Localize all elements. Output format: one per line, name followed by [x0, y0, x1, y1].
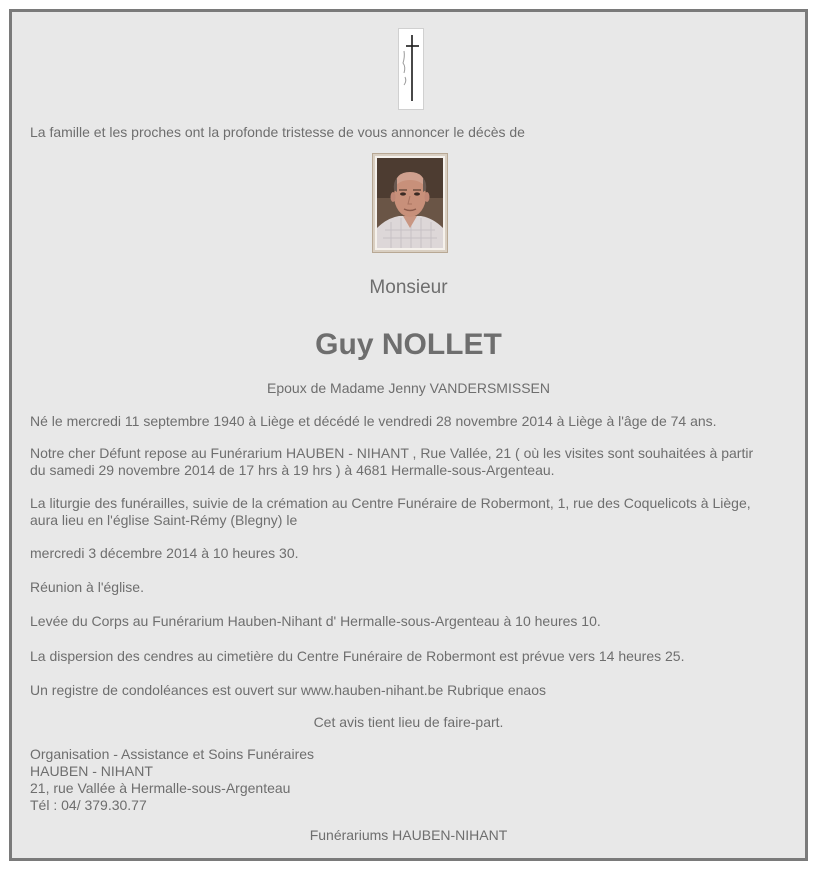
liturgy-line: aura lieu en l'église Saint-Rémy (Blegny) le — [30, 512, 298, 528]
civility-title: Monsieur — [369, 277, 448, 298]
organisation-line: Organisation - Assistance et Soins Funéraires — [30, 746, 315, 762]
notice-line: Cet avis tient lieu de faire-part. — [313, 714, 504, 730]
cross-icon — [398, 28, 424, 110]
spouse-line: Epoux de Madame Jenny VANDERSMISSEN — [267, 380, 550, 396]
portrait-frame — [372, 153, 448, 253]
levee-line: Levée du Corps au Funérarium Hauben-Nihant d' Hermalle-sous-Argenteau à 10 heures 10. — [30, 613, 601, 629]
organisation-phone: Tél : 04/ 379.30.77 — [30, 797, 147, 813]
deceased-name: Guy NOLLET — [315, 328, 502, 361]
meeting-line: Réunion à l'église. — [30, 579, 144, 595]
ceremony-date: mercredi 3 décembre 2014 à 10 heures 30. — [30, 545, 299, 561]
organisation-line: HAUBEN - NIHANT — [30, 763, 153, 779]
repose-paragraph — [30, 445, 790, 479]
footer-signature: Funérariums HAUBEN-NIHANT — [309, 827, 508, 843]
organisation-line: 21, rue Vallée à Hermalle-sous-Argenteau — [30, 780, 291, 796]
repose-line: Notre cher Défunt repose au Funérarium HAUBEN - NIHANT , Rue Vallée, 21 ( où les visites sont souhaitées à partir — [30, 445, 754, 461]
dispersion-line: La dispersion des cendres au cimetière du Centre Funéraire de Robermont est prévue vers 14 heures 25. — [30, 648, 685, 664]
registry-line: Un registre de condoléances est ouvert sur www.hauben-nihant.be Rubrique enaos — [30, 682, 546, 698]
organisation-block — [30, 746, 790, 814]
birth-death-line: Né le mercredi 11 septembre 1940 à Liège et décédé le vendredi 28 novembre 2014 à Liège à l'âge de 74 ans. — [30, 413, 717, 429]
liturgy-paragraph — [30, 495, 790, 529]
intro-text: La famille et les proches ont la profonde tristesse de vous annoncer le décès de — [30, 124, 525, 140]
liturgy-line: La liturgie des funérailles, suivie de la crémation au Centre Funéraire de Robermont, 1, rue des Coquelicots à Liège, — [30, 495, 751, 511]
repose-line: du samedi 29 novembre 2014 de 17 hrs à 19 hrs ) à 4681 Hermalle-sous-Argenteau. — [30, 462, 555, 478]
obituary-card — [9, 9, 808, 861]
portrait-photo — [377, 158, 443, 248]
